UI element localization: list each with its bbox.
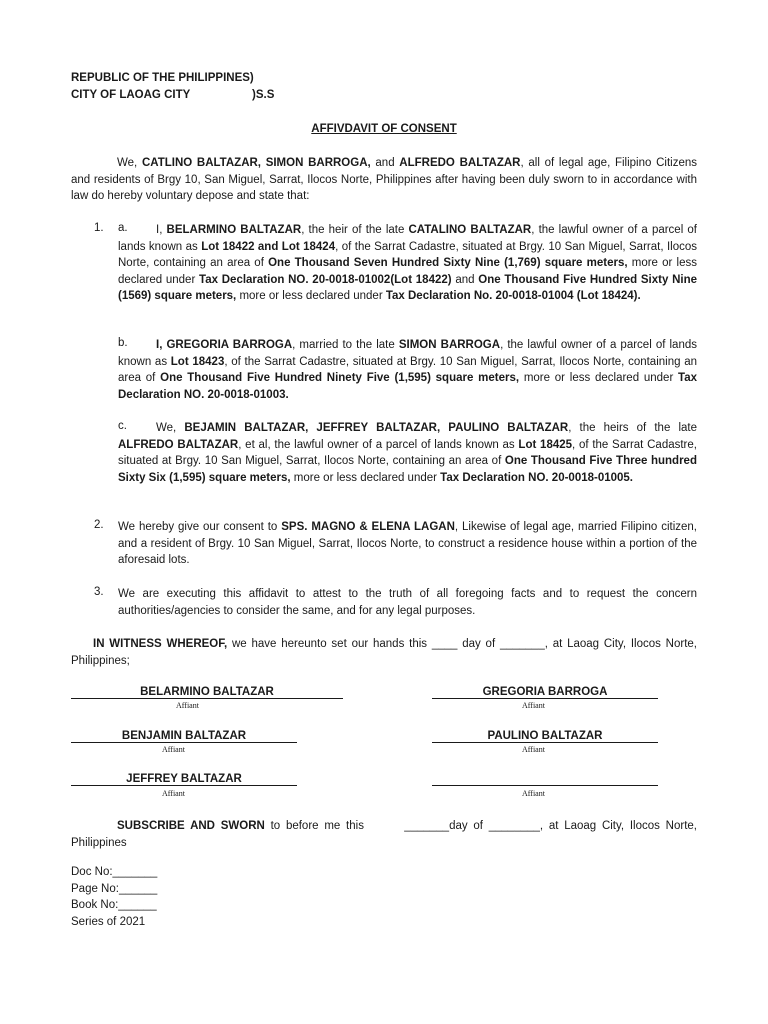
affiant-label: Affiant — [162, 745, 185, 754]
affiant-label: Affiant — [522, 745, 545, 754]
affiant-label: Affiant — [162, 789, 185, 798]
page-no: Page No:______ — [71, 883, 158, 895]
lot-number: Lot 18425 — [518, 438, 573, 451]
intro-text: We, — [117, 157, 142, 169]
signatory-name: PAULINO BALTAZAR — [487, 730, 603, 742]
intro-paragraph — [71, 155, 697, 205]
doc-no: Doc No:_______ — [71, 866, 158, 878]
lot-number: Lot 18423 — [170, 355, 225, 368]
signature-line[interactable] — [432, 773, 658, 786]
person-name: SIMON BARROGA — [398, 339, 501, 351]
person-names: BEJAMIN BALTAZAR, JEFFREY BALTAZAR, PAULINO BALTAZAR — [184, 422, 569, 434]
text: more or less declared under — [236, 290, 386, 302]
header-republic: REPUBLIC OF THE PHILIPPINES) — [71, 72, 254, 84]
text: , of the Sarrat Cadastre, situated at Brgy. 10 San Miguel, Sarrat, Ilocos Norte, containing an area of — [118, 240, 697, 269]
jurat-paragraph — [71, 818, 701, 851]
tax-declaration: Tax Declaration NO. 20-0018-01003. — [118, 372, 698, 401]
text: , the heirs of the late — [568, 422, 698, 434]
area: One Thousand Seven Hundred Sixty Nine (1,769) square meters, — [268, 257, 628, 269]
area: One Thousand Five Three hundred Sixty Six (1,595) square meters, — [118, 455, 697, 484]
jurat-lead: SUBSCRIBE AND SWORN — [117, 820, 265, 832]
item-c-paragraph — [118, 420, 697, 486]
person-name: I, GREGORIA BARROGA — [156, 339, 293, 351]
text: , the lawful owner of a parcel of lands known as — [118, 224, 697, 253]
witness-lead: IN WITNESS WHEREOF, — [93, 638, 228, 650]
text: We hereby give our consent to — [118, 521, 282, 533]
document-title: AFFIVDAVIT OF CONSENT — [311, 123, 457, 135]
signature-line[interactable] — [71, 773, 297, 786]
item-a-marker: a. — [118, 222, 128, 234]
text: more or less declared under — [118, 257, 697, 286]
item-c-marker: c. — [118, 420, 127, 432]
area: One Thousand Five Hundred Sixty Nine (1569) square meters, — [118, 273, 698, 302]
text: more or less declared under — [290, 471, 441, 484]
text: , married to the late — [292, 339, 399, 351]
signature-line[interactable] — [432, 730, 658, 743]
text: We, — [156, 422, 185, 434]
signatory-name: BENJAMIN BALTAZAR — [121, 730, 247, 742]
item-b-paragraph — [118, 337, 697, 403]
intro-name: ALFREDO BALTAZAR — [399, 157, 521, 169]
intro-text: , all of legal age, Filipino Citizens and residents of Brgy 10, San Miguel, Sarrat, Ilocos Norte, Philippines after having been duly sworn to in accordance with law do hereby voluntary depose and state that: — [71, 157, 698, 202]
header-ss: )S.S — [252, 89, 275, 101]
item-a-paragraph — [118, 222, 697, 305]
text: , Likewise of legal age, married Filipino citizen, and a resident of Brgy. 10 San Miguel, Sarrat, Ilocos Norte, to construct a residence house within a portion of the aforesaid lots. — [118, 521, 698, 566]
series: Series of 2021 — [71, 916, 146, 928]
item-2-number: 2. — [94, 519, 104, 531]
text: to before me this _______day of ________, at Laoag City, Ilocos Norte, Philippines — [71, 820, 701, 849]
affiant-label: Affiant — [176, 701, 199, 710]
text: , et al, the lawful owner of a parcel of lands known as — [238, 438, 519, 451]
signatory-name: BELARMINO BALTAZAR — [140, 686, 274, 698]
signatory-name: JEFFREY BALTAZAR — [126, 773, 242, 785]
tax-declaration: Tax Declaration NO. 20-0018-01005. — [440, 471, 634, 484]
item-1-number: 1. — [94, 222, 104, 234]
person-name: ALFREDO BALTAZAR — [118, 438, 239, 451]
witness-paragraph — [71, 636, 697, 669]
item-3-number: 3. — [94, 586, 104, 598]
person-names: SPS. MAGNO & ELENA LAGAN — [281, 521, 455, 533]
item-b-marker: b. — [118, 337, 128, 349]
text: , of the Sarrat Cadastre, situated at Brgy. 10 San Miguel, Sarrat, Ilocos Norte, containing an area of — [118, 355, 697, 384]
header-city: CITY OF LAOAG CITY — [71, 89, 191, 101]
text: , the heir of the late — [301, 224, 409, 236]
intro-names: CATLINO BALTAZAR, SIMON BARROGA, — [141, 157, 371, 169]
signature-line[interactable] — [71, 730, 297, 743]
tax-declaration: Tax Declaration NO. 20-0018-01002(Lot 18422) — [199, 273, 452, 286]
affiant-label: Affiant — [522, 701, 545, 710]
tax-declaration: Tax Declaration No. 20-0018-01004 (Lot 18424). — [385, 290, 641, 302]
text: we have hereunto set our hands this ____ day of _______, at Laoag City, Ilocos Norte, Philippines; — [71, 638, 697, 667]
area: One Thousand Five Hundred Ninety Five (1,595) square meters, — [160, 372, 520, 384]
signatory-name: GREGORIA BARROGA — [482, 686, 608, 698]
lot-number: Lot 18422 and Lot 18424 — [201, 240, 336, 253]
item-3-paragraph: We are executing this affidavit to attest to the truth of all foregoing facts and to request the concern authorities/agencies to consider the same, and for any legal purposes. — [118, 588, 697, 617]
person-name: BELARMINO BALTAZAR — [166, 224, 302, 236]
intro-text: and — [370, 157, 400, 169]
text: , the lawful owner of a parcel of lands known as — [118, 339, 697, 368]
item-2-paragraph — [118, 519, 697, 569]
signature-line[interactable] — [71, 686, 343, 699]
text: I, — [156, 224, 167, 236]
person-name: CATALINO BALTAZAR — [408, 224, 532, 236]
text: and — [451, 273, 479, 286]
signature-line[interactable] — [432, 686, 658, 699]
text: more or less declared under — [519, 372, 679, 384]
affiant-label: Affiant — [522, 789, 545, 798]
book-no: Book No:______ — [71, 899, 157, 911]
text: , of the Sarrat Cadastre, situated at Brgy. 10 San Miguel, Sarrat, Ilocos Norte, containing an area of — [118, 438, 697, 467]
